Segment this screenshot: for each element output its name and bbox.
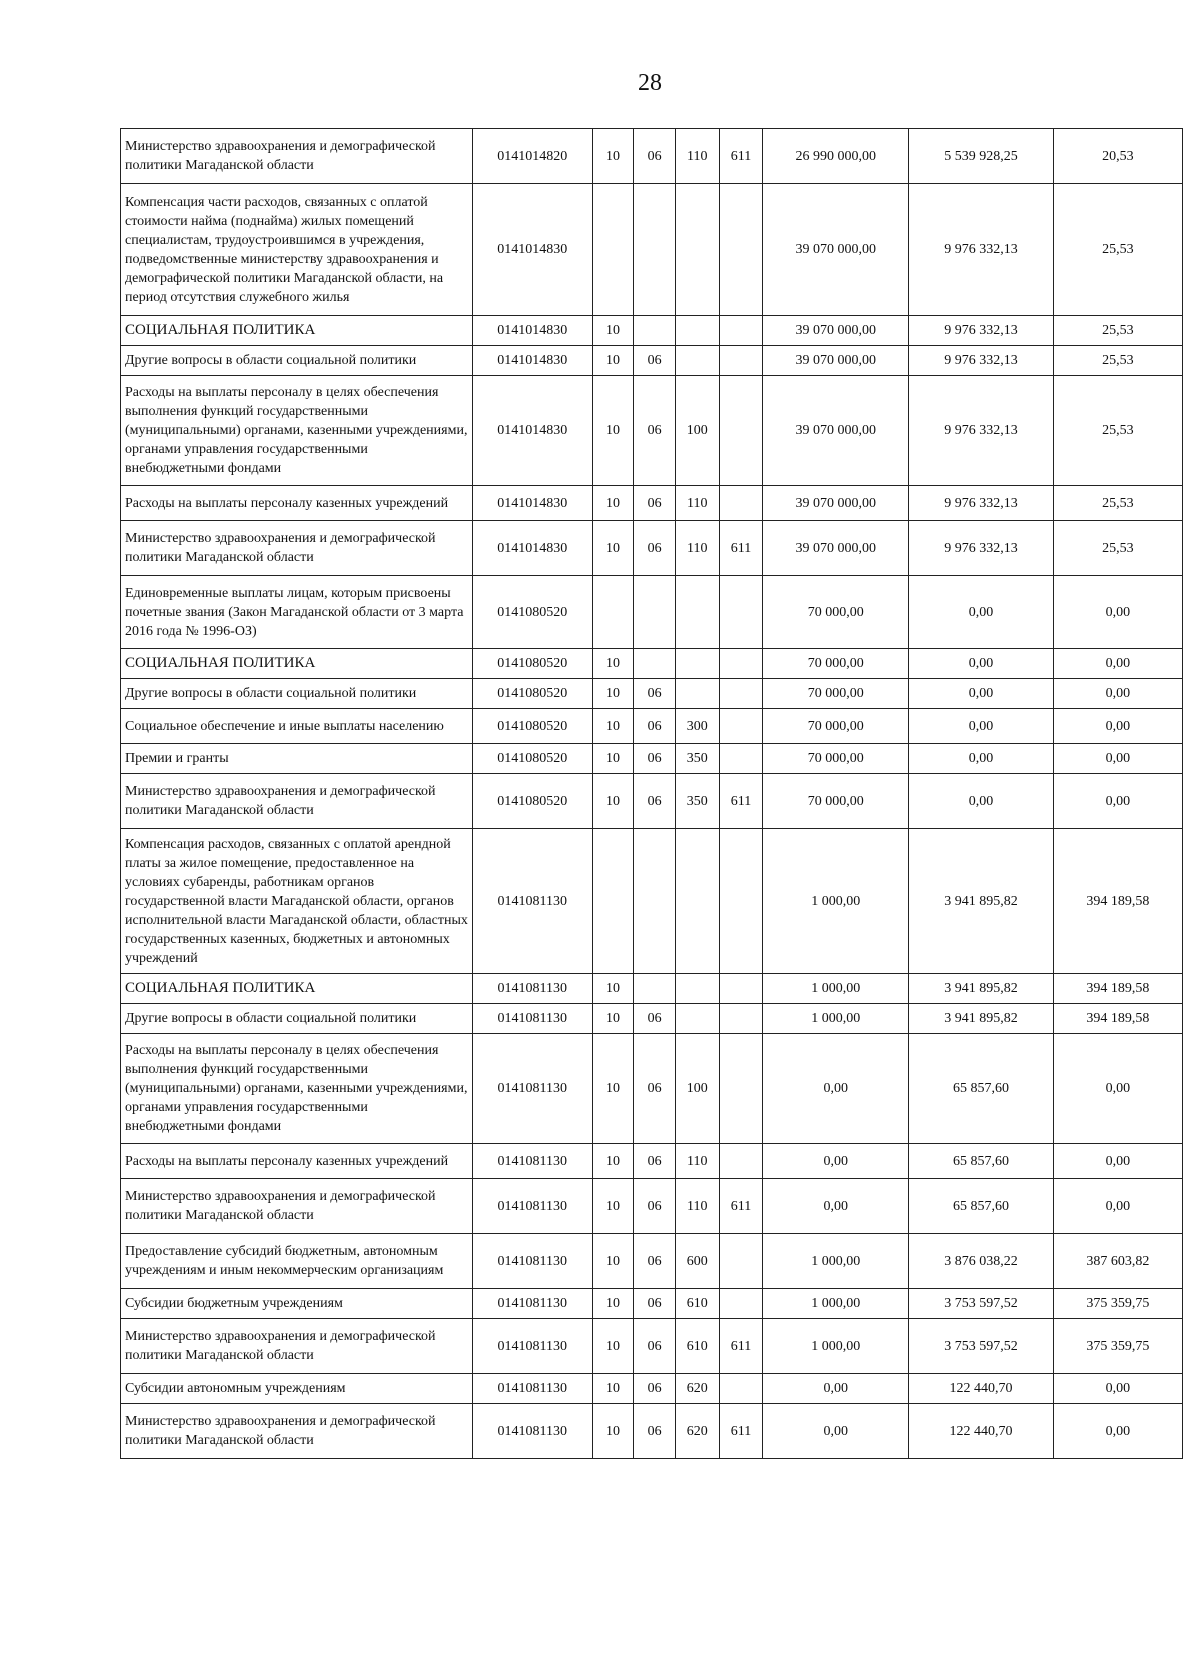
section-cell: 10 [592, 774, 634, 829]
group-cell [719, 649, 763, 679]
expense-type-cell: 620 [675, 1404, 719, 1459]
fact-cell: 3 941 895,82 [909, 829, 1054, 974]
section-cell: 10 [592, 521, 634, 576]
percent-cell: 0,00 [1053, 774, 1182, 829]
code-cell: 0141081130 [472, 1404, 592, 1459]
percent-cell: 0,00 [1053, 649, 1182, 679]
group-cell [719, 974, 763, 1004]
fact-cell: 9 976 332,13 [909, 486, 1054, 521]
fact-cell: 0,00 [909, 576, 1054, 649]
percent-cell: 25,53 [1053, 184, 1182, 316]
code-cell: 0141081130 [472, 1034, 592, 1144]
group-cell [719, 184, 763, 316]
name-cell: Единовременные выплаты лицам, которым присвоены почетные звания (Закон Магаданской области от 3 марта 2016 года № 1996-ОЗ) [121, 576, 473, 649]
expense-type-cell: 110 [675, 1144, 719, 1179]
table-row [121, 1289, 1183, 1319]
percent-cell: 387 603,82 [1053, 1234, 1182, 1289]
name-cell: Расходы на выплаты персоналу в целях обеспечения выполнения функций государственными (муниципальными) органами, казенными учреждениями, органами управления государственными внебюджетными фондами [121, 376, 473, 486]
code-cell: 0141080520 [472, 649, 592, 679]
table-row [121, 649, 1183, 679]
section-cell: 10 [592, 486, 634, 521]
table-row [121, 709, 1183, 744]
group-cell: 611 [719, 1319, 763, 1374]
page-number: 28 [638, 70, 662, 96]
plan-cell: 39 070 000,00 [763, 346, 909, 376]
subsection-cell: 06 [634, 486, 676, 521]
name-cell: Расходы на выплаты персоналу казенных учреждений [121, 1144, 473, 1179]
percent-cell: 394 189,58 [1053, 829, 1182, 974]
table-row [121, 774, 1183, 829]
expense-type-cell [675, 974, 719, 1004]
code-cell: 0141080520 [472, 709, 592, 744]
section-cell [592, 184, 634, 316]
group-cell [719, 1144, 763, 1179]
percent-cell: 0,00 [1053, 744, 1182, 774]
table-row [121, 1179, 1183, 1234]
subsection-cell: 06 [634, 346, 676, 376]
table-row [121, 679, 1183, 709]
subsection-cell [634, 649, 676, 679]
fact-cell: 3 941 895,82 [909, 1004, 1054, 1034]
group-cell [719, 1289, 763, 1319]
plan-cell: 1 000,00 [763, 1234, 909, 1289]
plan-cell: 26 990 000,00 [763, 129, 909, 184]
group-cell [719, 346, 763, 376]
code-cell: 0141014830 [472, 346, 592, 376]
name-cell: Субсидии автономным учреждениям [121, 1374, 473, 1404]
subsection-cell [634, 184, 676, 316]
name-cell: Другие вопросы в области социальной политики [121, 679, 473, 709]
table-row [121, 376, 1183, 486]
code-cell: 0141081130 [472, 1234, 592, 1289]
plan-cell: 70 000,00 [763, 774, 909, 829]
percent-cell: 0,00 [1053, 1179, 1182, 1234]
group-cell [719, 1234, 763, 1289]
code-cell: 0141081130 [472, 974, 592, 1004]
table-row [121, 346, 1183, 376]
group-cell: 611 [719, 521, 763, 576]
percent-cell: 394 189,58 [1053, 974, 1182, 1004]
fact-cell: 9 976 332,13 [909, 346, 1054, 376]
fact-cell: 65 857,60 [909, 1144, 1054, 1179]
percent-cell: 375 359,75 [1053, 1319, 1182, 1374]
name-cell: Министерство здравоохранения и демографической политики Магаданской области [121, 521, 473, 576]
table-row [121, 1004, 1183, 1034]
section-cell [592, 576, 634, 649]
plan-cell: 70 000,00 [763, 709, 909, 744]
subsection-cell: 06 [634, 1374, 676, 1404]
fact-cell: 3 876 038,22 [909, 1234, 1054, 1289]
expense-type-cell: 620 [675, 1374, 719, 1404]
subsection-cell: 06 [634, 521, 676, 576]
subsection-cell: 06 [634, 774, 676, 829]
fact-cell: 3 753 597,52 [909, 1289, 1054, 1319]
fact-cell: 65 857,60 [909, 1034, 1054, 1144]
fact-cell: 3 941 895,82 [909, 974, 1054, 1004]
fact-cell: 9 976 332,13 [909, 316, 1054, 346]
budget-table [120, 128, 1183, 1459]
plan-cell: 70 000,00 [763, 744, 909, 774]
fact-cell: 122 440,70 [909, 1374, 1054, 1404]
percent-cell: 20,53 [1053, 129, 1182, 184]
plan-cell: 0,00 [763, 1404, 909, 1459]
subsection-cell: 06 [634, 1179, 676, 1234]
expense-type-cell: 110 [675, 486, 719, 521]
subsection-cell: 06 [634, 1289, 676, 1319]
expense-type-cell: 110 [675, 521, 719, 576]
code-cell: 0141081130 [472, 829, 592, 974]
code-cell: 0141081130 [472, 1374, 592, 1404]
fact-cell: 0,00 [909, 679, 1054, 709]
group-cell: 611 [719, 129, 763, 184]
plan-cell: 39 070 000,00 [763, 376, 909, 486]
name-cell: Министерство здравоохранения и демографической политики Магаданской области [121, 1319, 473, 1374]
expense-type-cell: 100 [675, 376, 719, 486]
table-row [121, 744, 1183, 774]
expense-type-cell: 350 [675, 744, 719, 774]
name-cell: СОЦИАЛЬНАЯ ПОЛИТИКА [121, 316, 473, 346]
subsection-cell [634, 974, 676, 1004]
group-cell [719, 1374, 763, 1404]
group-cell: 611 [719, 1404, 763, 1459]
fact-cell: 5 539 928,25 [909, 129, 1054, 184]
subsection-cell: 06 [634, 744, 676, 774]
code-cell: 0141081130 [472, 1004, 592, 1034]
fact-cell: 65 857,60 [909, 1179, 1054, 1234]
name-cell: Другие вопросы в области социальной политики [121, 346, 473, 376]
name-cell: СОЦИАЛЬНАЯ ПОЛИТИКА [121, 649, 473, 679]
code-cell: 0141080520 [472, 679, 592, 709]
expense-type-cell: 110 [675, 129, 719, 184]
section-cell: 10 [592, 679, 634, 709]
group-cell [719, 744, 763, 774]
fact-cell: 0,00 [909, 649, 1054, 679]
subsection-cell: 06 [634, 1234, 676, 1289]
section-cell: 10 [592, 346, 634, 376]
table-row [121, 576, 1183, 649]
table-body [121, 129, 1183, 1459]
subsection-cell [634, 829, 676, 974]
expense-type-cell: 600 [675, 1234, 719, 1289]
plan-cell: 1 000,00 [763, 1004, 909, 1034]
fact-cell: 9 976 332,13 [909, 184, 1054, 316]
section-cell: 10 [592, 316, 634, 346]
subsection-cell: 06 [634, 1404, 676, 1459]
code-cell: 0141081130 [472, 1179, 592, 1234]
percent-cell: 25,53 [1053, 376, 1182, 486]
name-cell: Предоставление субсидий бюджетным, автономным учреждениям и иным некоммерческим организациям [121, 1234, 473, 1289]
table-row [121, 1144, 1183, 1179]
code-cell: 0141081130 [472, 1144, 592, 1179]
group-cell [719, 829, 763, 974]
plan-cell: 0,00 [763, 1179, 909, 1234]
expense-type-cell: 610 [675, 1289, 719, 1319]
code-cell: 0141080520 [472, 744, 592, 774]
subsection-cell: 06 [634, 1319, 676, 1374]
expense-type-cell [675, 576, 719, 649]
plan-cell: 1 000,00 [763, 974, 909, 1004]
code-cell: 0141081130 [472, 1289, 592, 1319]
name-cell: Другие вопросы в области социальной политики [121, 1004, 473, 1034]
fact-cell: 9 976 332,13 [909, 376, 1054, 486]
table-row [121, 129, 1183, 184]
percent-cell: 0,00 [1053, 679, 1182, 709]
section-cell: 10 [592, 1404, 634, 1459]
plan-cell: 0,00 [763, 1034, 909, 1144]
fact-cell: 0,00 [909, 774, 1054, 829]
subsection-cell [634, 316, 676, 346]
percent-cell: 25,53 [1053, 486, 1182, 521]
percent-cell: 375 359,75 [1053, 1289, 1182, 1319]
percent-cell: 25,53 [1053, 346, 1182, 376]
section-cell: 10 [592, 376, 634, 486]
percent-cell: 25,53 [1053, 521, 1182, 576]
expense-type-cell [675, 346, 719, 376]
table-row [121, 521, 1183, 576]
section-cell: 10 [592, 1144, 634, 1179]
fact-cell: 9 976 332,13 [909, 521, 1054, 576]
plan-cell: 39 070 000,00 [763, 521, 909, 576]
subsection-cell: 06 [634, 1034, 676, 1144]
subsection-cell: 06 [634, 1004, 676, 1034]
group-cell [719, 1004, 763, 1034]
code-cell: 0141080520 [472, 774, 592, 829]
table-row [121, 184, 1183, 316]
fact-cell: 122 440,70 [909, 1404, 1054, 1459]
plan-cell: 0,00 [763, 1144, 909, 1179]
name-cell: Министерство здравоохранения и демографической политики Магаданской области [121, 1404, 473, 1459]
table-row [121, 1234, 1183, 1289]
group-cell [719, 316, 763, 346]
section-cell: 10 [592, 1234, 634, 1289]
name-cell: Министерство здравоохранения и демографической политики Магаданской области [121, 129, 473, 184]
expense-type-cell [675, 316, 719, 346]
group-cell [719, 709, 763, 744]
plan-cell: 39 070 000,00 [763, 486, 909, 521]
plan-cell: 39 070 000,00 [763, 316, 909, 346]
section-cell: 10 [592, 1179, 634, 1234]
group-cell [719, 376, 763, 486]
expense-type-cell: 300 [675, 709, 719, 744]
subsection-cell: 06 [634, 679, 676, 709]
percent-cell: 0,00 [1053, 1144, 1182, 1179]
plan-cell: 70 000,00 [763, 649, 909, 679]
expense-type-cell [675, 649, 719, 679]
name-cell: Министерство здравоохранения и демографической политики Магаданской области [121, 774, 473, 829]
name-cell: Премии и гранты [121, 744, 473, 774]
subsection-cell [634, 576, 676, 649]
table-row [121, 1404, 1183, 1459]
section-cell [592, 829, 634, 974]
fact-cell: 0,00 [909, 709, 1054, 744]
group-cell [719, 1034, 763, 1144]
group-cell: 611 [719, 1179, 763, 1234]
fact-cell: 3 753 597,52 [909, 1319, 1054, 1374]
code-cell: 0141014820 [472, 129, 592, 184]
section-cell: 10 [592, 1374, 634, 1404]
expense-type-cell: 350 [675, 774, 719, 829]
table-row [121, 316, 1183, 346]
code-cell: 0141014830 [472, 521, 592, 576]
code-cell: 0141014830 [472, 184, 592, 316]
percent-cell: 394 189,58 [1053, 1004, 1182, 1034]
code-cell: 0141081130 [472, 1319, 592, 1374]
name-cell: Компенсация расходов, связанных с оплатой арендной платы за жилое помещение, предоставленное на условиях субаренды, работникам органов государственной власти Магаданской области, органов исполнительной власти Магаданской области, областных государственных казенных, бюджетных и автономных учреждений [121, 829, 473, 974]
name-cell: Компенсация части расходов, связанных с оплатой стоимости найма (поднайма) жилых помещений специалистам, трудоустроившимся в учреждения, подведомственные министерству здравоохранения и демографической политики Магаданской области, на период отсутствия служебного жилья [121, 184, 473, 316]
percent-cell: 0,00 [1053, 1374, 1182, 1404]
section-cell: 10 [592, 974, 634, 1004]
name-cell: Социальное обеспечение и иные выплаты населению [121, 709, 473, 744]
name-cell: Министерство здравоохранения и демографической политики Магаданской области [121, 1179, 473, 1234]
name-cell: Субсидии бюджетным учреждениям [121, 1289, 473, 1319]
name-cell: Расходы на выплаты персоналу казенных учреждений [121, 486, 473, 521]
table-row [121, 486, 1183, 521]
expense-type-cell: 110 [675, 1179, 719, 1234]
plan-cell: 70 000,00 [763, 679, 909, 709]
section-cell: 10 [592, 744, 634, 774]
section-cell: 10 [592, 129, 634, 184]
percent-cell: 0,00 [1053, 576, 1182, 649]
subsection-cell: 06 [634, 376, 676, 486]
fact-cell: 0,00 [909, 744, 1054, 774]
table-row [121, 974, 1183, 1004]
expense-type-cell [675, 1004, 719, 1034]
section-cell: 10 [592, 1319, 634, 1374]
name-cell: СОЦИАЛЬНАЯ ПОЛИТИКА [121, 974, 473, 1004]
group-cell [719, 486, 763, 521]
group-cell: 611 [719, 774, 763, 829]
section-cell: 10 [592, 1034, 634, 1144]
name-cell: Расходы на выплаты персоналу в целях обеспечения выполнения функций государственными (муниципальными) органами, казенными учреждениями, органами управления государственными внебюджетными фондами [121, 1034, 473, 1144]
group-cell [719, 576, 763, 649]
code-cell: 0141080520 [472, 576, 592, 649]
table-row [121, 1374, 1183, 1404]
expense-type-cell [675, 829, 719, 974]
percent-cell: 0,00 [1053, 1404, 1182, 1459]
plan-cell: 0,00 [763, 1374, 909, 1404]
plan-cell: 1 000,00 [763, 829, 909, 974]
plan-cell: 1 000,00 [763, 1289, 909, 1319]
section-cell: 10 [592, 709, 634, 744]
percent-cell: 0,00 [1053, 709, 1182, 744]
code-cell: 0141014830 [472, 486, 592, 521]
plan-cell: 1 000,00 [763, 1319, 909, 1374]
subsection-cell: 06 [634, 1144, 676, 1179]
plan-cell: 70 000,00 [763, 576, 909, 649]
table-row [121, 829, 1183, 974]
table-row [121, 1319, 1183, 1374]
code-cell: 0141014830 [472, 316, 592, 346]
group-cell [719, 679, 763, 709]
table-row [121, 1034, 1183, 1144]
plan-cell: 39 070 000,00 [763, 184, 909, 316]
expense-type-cell [675, 679, 719, 709]
percent-cell: 0,00 [1053, 1034, 1182, 1144]
code-cell: 0141014830 [472, 376, 592, 486]
subsection-cell: 06 [634, 129, 676, 184]
section-cell: 10 [592, 649, 634, 679]
expense-type-cell: 100 [675, 1034, 719, 1144]
percent-cell: 25,53 [1053, 316, 1182, 346]
subsection-cell: 06 [634, 709, 676, 744]
section-cell: 10 [592, 1004, 634, 1034]
expense-type-cell: 610 [675, 1319, 719, 1374]
section-cell: 10 [592, 1289, 634, 1319]
expense-type-cell [675, 184, 719, 316]
